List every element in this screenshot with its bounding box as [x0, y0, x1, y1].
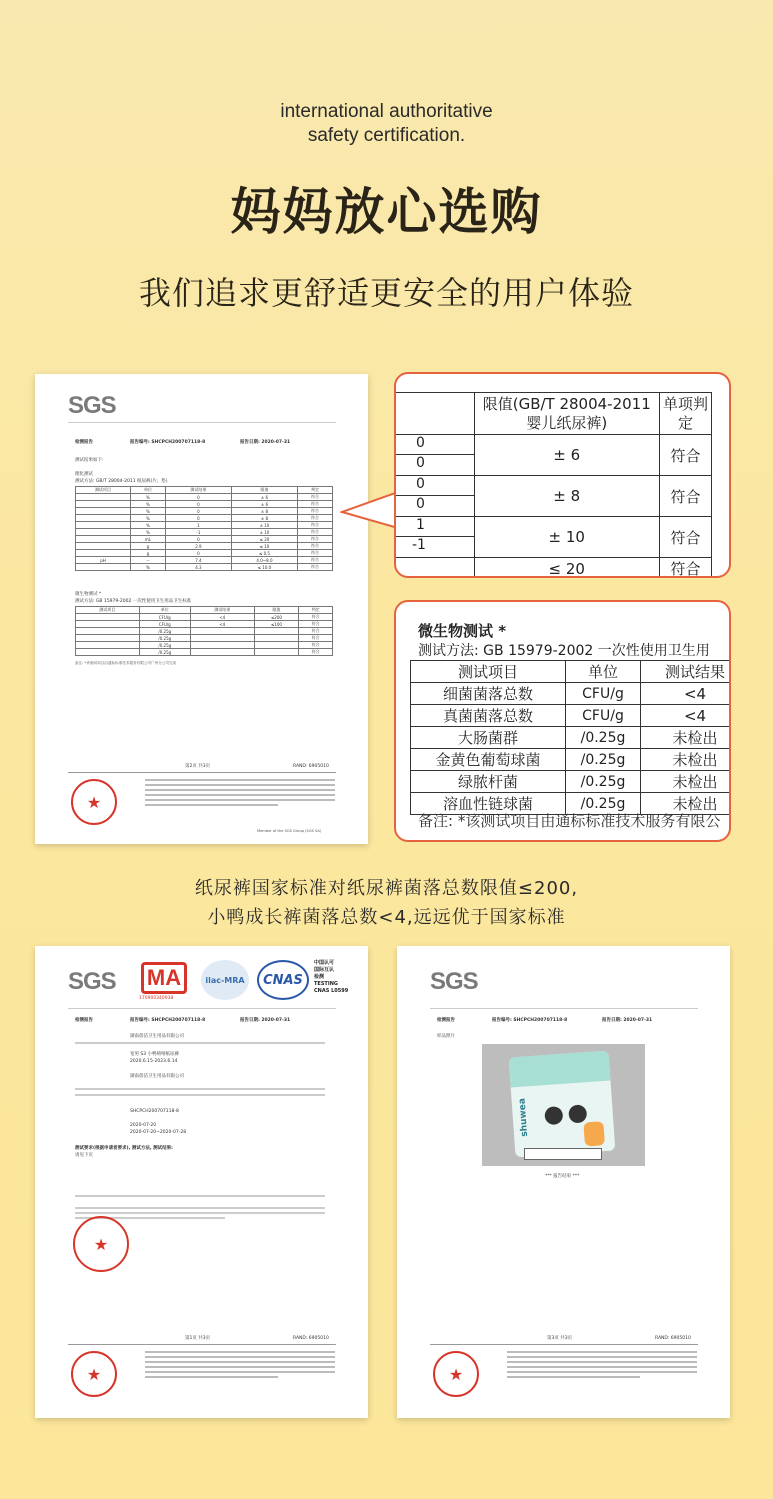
official-stamp: ★ [73, 1216, 129, 1272]
verdict-cell: 符合 [660, 517, 712, 558]
zoom-micro-table: 测试项目 单位 测试结果 细菌菌落总数 CFU/g <4 真菌菌落总数 CFU/g <4 大肠菌群 /0.25g 未检出 金黄色葡萄球菌 /0.25g 未检出 绿脓杆菌 /0.25g 未检出 溶血性链球菌 /0.25g 未检出 [410, 660, 731, 815]
report-date: 报告日期: 2020-07-31 [240, 440, 291, 445]
physical-label: 理化测试 [75, 472, 93, 477]
sample-photo [482, 1044, 645, 1166]
zoom-physical-table: 限值(GB/T 28004-2011 婴儿纸尿裤) 单项判定 0 0 ± 6 符合 0 0 ± 8 符合 1 -1 ± 10 符合 ≤ 20 符合 [394, 392, 712, 578]
certificate-page-1: SGS MA 170900340938 ilac-MRA CNAS 中国认可 国际互认 检测 TESTING CNAS L0599 检测报告 报告编号: SHCPCH200707118-8 报告日期: 2020-07-31 湖南蓓洁卫生用品有限公司 宽男 S3 小鸭嘻嘻纸尿裤 2020.6.15-2023.6.14 湖南蓓洁卫生用品有限公司 SHCPCH200707118-8 2020-07-20 2020-07-20~2020-07-28 测试要求(根据申请者要求), 测试方法, 测试结果: 请见下页 ★ 第1页 共3页 RAND: 6905010 ★ [35, 946, 368, 1418]
verdict-cell: 符合 [660, 435, 712, 476]
standard-text-1: 纸尿裤国家标准对纸尿裤菌落总数限值≤200, [194, 878, 579, 899]
footer-stamp: ★ [71, 1351, 117, 1397]
cma-number: 170900340938 [139, 996, 174, 1001]
sgs-logo: SGS [68, 392, 116, 419]
results-label: 测试结果如下: [75, 458, 104, 463]
sgs-logo: SGS [430, 968, 478, 995]
cnas-logo: CNAS [257, 960, 309, 1000]
micro-mini-table: 测试项目 单位 测试结果 限值 判定 CFU/g <4 ≤200 符合 CFU/g <4 ≤100 符合 /0.25g 符合 /0.25g 符合 /0.25g 符合 /0.25g 符合 [75, 606, 333, 656]
standard-text-2: 小鸭成长裤菌落总数<4,远远优于国家标准 [207, 907, 566, 928]
callout-pointer [340, 490, 400, 530]
member-text: Member of the SGS Group (SGS SA) [257, 829, 322, 833]
english-tagline-2: safety certification. [307, 125, 466, 146]
rand-code: RAND: 6905010 [293, 764, 329, 769]
subtitle: 我们追求更舒适更安全的用户体验 [138, 274, 634, 312]
limit-cell: ± 6 [474, 435, 660, 476]
micro-note: 备注: *该测试项目由通标标准技术服务有限公司广州分公司完成 [75, 661, 177, 665]
ilac-logo: ilac-MRA [201, 960, 249, 1000]
micro-method-zoom: 测试方法: GB 15979-2002 一次性使用卫生用 [418, 643, 710, 659]
physical-method: 测试方法: GB/T 28004-2011 纸尿裤(片、垫) [75, 479, 168, 484]
main-title: 妈妈放心选购 [230, 183, 543, 241]
verdict-cell: 符合 [660, 476, 712, 517]
manufacturer: 湖南蓓洁卫生用品有限公司 [130, 1074, 184, 1079]
sample-name: 宽男 S3 小鸭嘻嘻纸尿裤 [130, 1052, 180, 1057]
end-of-report: *** 报告结束 *** [545, 1174, 580, 1179]
certificate-page-2 [35, 374, 368, 844]
test-period: 2020-07-20~2020-07-28 [130, 1130, 187, 1135]
diaper-package: shuwea [509, 1051, 616, 1158]
legal-text [145, 776, 335, 809]
client-name: 湖南蓓洁卫生用品有限公司 [130, 1034, 184, 1039]
page-number: 第2页 共3页 [185, 764, 211, 769]
report-number: 报告编号: SHCPCH200707118-8 [130, 440, 206, 445]
verdict-header: 单项判定 [660, 393, 712, 435]
limit-cell: ± 8 [474, 476, 660, 517]
official-stamp: ★ [71, 779, 117, 825]
micro-label: 微生物测试 * [75, 592, 102, 597]
receive-date: 2020-07-20 [130, 1123, 157, 1128]
english-tagline-1: international authoritative [280, 101, 493, 122]
certificate-page-3: SGS 检测报告 报告编号: SHCPCH200707118-8 报告日期: 2020-07-31 样品照片 shuwea *** 报告结束 *** 第3页 共3页 RAND: 6905010 ★ [397, 946, 730, 1418]
physical-mini-table: 测试项目 单位 测试结果 限值 判定 % 0 ± 6 符合 % 0 ± 6 符合 % 0 ± 8 符合 % 0 ± 8 符合 % 1 ± 10 符合 % -1 ± 10 符合 mL 0 ≤ 20 符合 g 2.9 ≤ 10 符合 g 0 ≤ 0.5 符合 pH -- 7.4 4.0~8.0 符合 % 4.3 ≤ 10.0 符合 [75, 486, 333, 571]
zoom-physical-card [394, 372, 731, 578]
micro-title: 微生物测试 * [418, 622, 507, 640]
verdict-cell: 符合 [660, 558, 712, 579]
micro-method: 测试方法: GB 15979-2002 一次性使用卫生用品卫生标准 [75, 599, 192, 604]
report-label: 检测报告 [75, 440, 93, 445]
sgs-logo: SGS [68, 968, 116, 995]
limit-header: 限值(GB/T 28004-2011 婴儿纸尿裤) [474, 393, 660, 435]
cnas-text: 中国认可 国际互认 检测 TESTING CNAS L0599 [314, 960, 349, 994]
sgs-number: SHCPCH200707118-8 [130, 1109, 179, 1114]
footer-stamp: ★ [433, 1351, 479, 1397]
cma-logo: MA [138, 960, 190, 996]
micro-note-zoom: 备注: *该测试项目由通标标准技术服务有限公 [418, 812, 721, 830]
limit-cell: ≤ 20 [474, 558, 660, 579]
limit-cell: ± 10 [474, 517, 660, 558]
zoom-micro-card [394, 600, 731, 842]
production-date: 2020.6.15-2023.6.14 [130, 1059, 178, 1064]
